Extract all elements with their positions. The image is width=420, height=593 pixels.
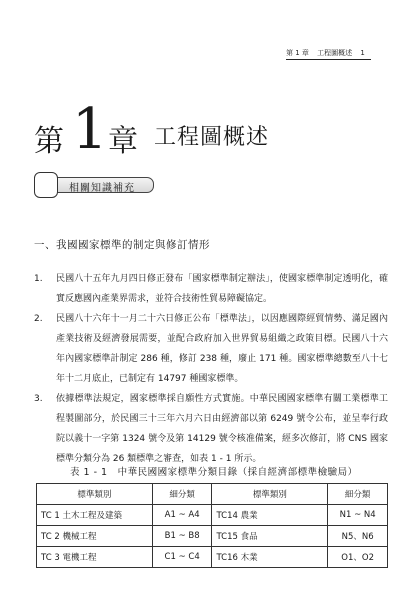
- table-row: [37, 547, 388, 568]
- list-item-number: 2.: [34, 314, 43, 324]
- list-item-text: 依據標準法規定，國家標準採自願性方式實施。中華民國國家標準有關工業標準工程製圖部分，於民國三十三年六月六日由經濟部以第 6249 號令公布，並呈奉行政院以義十一字第 1324 號令及第 14129 號令核准備案，經多次修訂，將 CNS 國家標準分類分為 26 類標準之審查，如表 1 - 1 所示。: [56, 394, 388, 464]
- column-header: 標準類別: [37, 484, 153, 505]
- header-chapter: 第 1 章: [286, 49, 309, 57]
- chapter-number: 1: [72, 97, 108, 162]
- column-header: 標準類別: [212, 484, 328, 505]
- table-header-row: [37, 484, 388, 505]
- table-cell: TC 1 土木工程及建築: [37, 505, 153, 526]
- header-section: 工程圖概述: [317, 49, 353, 57]
- column-header: 細分類: [328, 484, 388, 505]
- table-row: [37, 505, 388, 526]
- header-page-number: 1: [360, 49, 365, 57]
- table-row: [37, 526, 388, 547]
- chapter-title: 工程圖概述: [154, 125, 270, 150]
- table-cell: TC14 農業: [212, 505, 328, 526]
- table-cell: TC 3 電機工程: [37, 547, 153, 568]
- table-cell: TC 2 機械工程: [37, 526, 153, 547]
- section-heading: 一、我國國家標準的制定與修訂情形: [34, 239, 210, 251]
- table-cell: TC16 木業: [212, 547, 328, 568]
- knowledge-tag: [34, 172, 152, 198]
- table-cell: A1 ~ A4: [152, 505, 212, 526]
- table-cell: N5、N6: [328, 526, 388, 547]
- standards-table: [36, 483, 388, 568]
- column-header: 細分類: [152, 484, 212, 505]
- list-item-number: 3.: [34, 394, 43, 404]
- table-caption: 表 1 - 1 中華民國國家標準分類目錄（採自經濟部標準檢驗局）: [70, 467, 358, 478]
- list-item-number: 1.: [34, 274, 43, 284]
- tag-tab-icon: [34, 172, 58, 198]
- list-item-text: 民國八十五年九月四日修正發布「國家標準制定辦法」，使國家標準制定透明化，確實反應國內產業界需求，並符合技術性貿易障礙協定。: [56, 274, 388, 304]
- table-cell: C1 ~ C4: [152, 547, 212, 568]
- list-item: [34, 389, 388, 469]
- table-cell: O1、O2: [328, 547, 388, 568]
- numbered-list: [34, 269, 388, 469]
- chapter-prefix: 第: [34, 124, 64, 159]
- list-item: [34, 269, 388, 309]
- table-cell: B1 ~ B8: [152, 526, 212, 547]
- chapter-suffix: 章: [108, 124, 138, 159]
- table-cell: N1 ~ N4: [328, 505, 388, 526]
- running-header: [286, 48, 371, 60]
- tag-label: 相關知識補充: [69, 183, 135, 194]
- list-item-text: 民國八十六年十一月二十六日修正公布「標準法」，以因應國際經貿情勢、滿足國內產業技術及經濟發展需要，並配合政府加入世界貿易組織之政策目標。民國八十六年內國家標準計制定 286 種，修訂 238 種，廢止 171 種。國家標準總數至八十七年十二月底止，已制定有 14797 種國家標準。: [56, 314, 388, 384]
- list-item: [34, 309, 388, 389]
- table-cell: TC15 食品: [212, 526, 328, 547]
